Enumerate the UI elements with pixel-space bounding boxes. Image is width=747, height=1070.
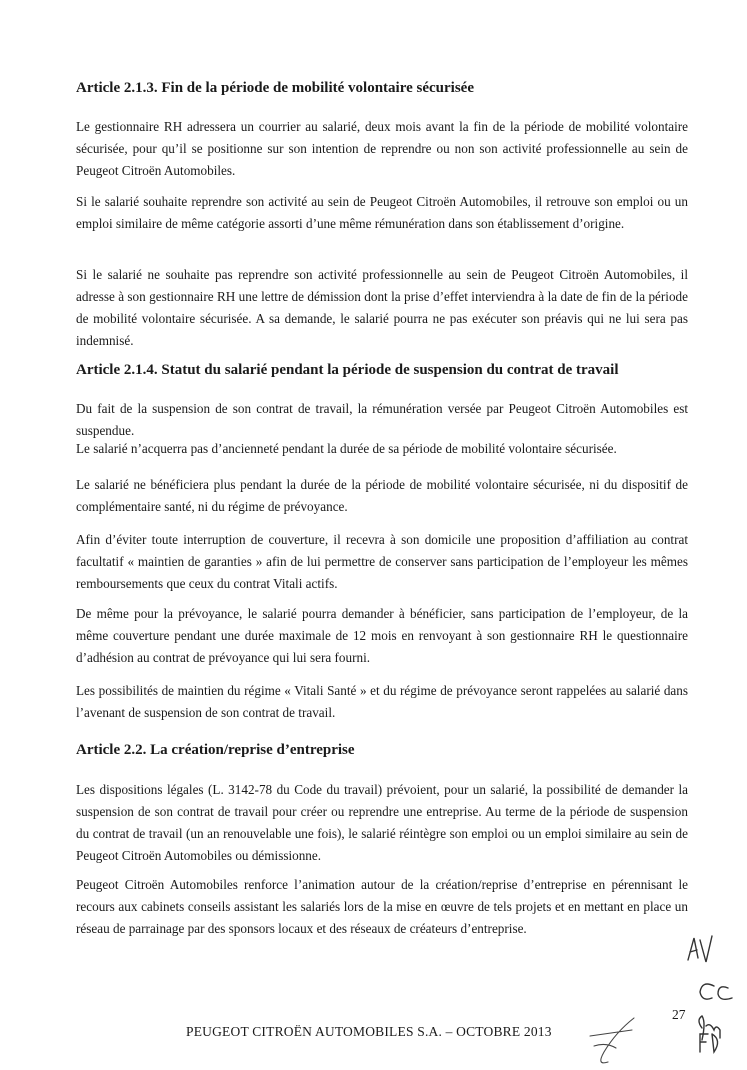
heading-article-2-2: Article 2.2. La création/reprise d’entreprise xyxy=(76,742,355,758)
heading-article-2-1-3: Article 2.1.3. Fin de la période de mobilité volontaire sécurisée xyxy=(76,80,474,96)
page-number: 27 xyxy=(672,1007,686,1022)
paragraph: Si le salarié ne souhaite pas reprendre son activité professionnelle au sein de Peugeot Citroën Automobiles, il adresse à son gestionnaire RH une lettre de démission dont la prise d’effet interviendra à la date de fin de la période de mobilité volontaire sécurisée. A sa demande, le salarié pourra ne pas exécuter son préavis qui ne lui sera pas indemnisé. xyxy=(76,267,688,348)
paragraph: Si le salarié souhaite reprendre son activité au sein de Peugeot Citroën Automobiles, il retrouve son emploi ou un emploi similaire de même catégorie assorti d’une même rémunération dans son établissement d’origine. xyxy=(76,194,688,231)
paragraph: Le salarié n’acquerra pas d’ancienneté pendant la durée de sa période de mobilité volontaire sécurisée. xyxy=(76,441,617,456)
paragraph: Les possibilités de maintien du régime « Vitali Santé » et du régime de prévoyance seront rappelées au salarié dans l’avenant de suspension de son contrat de travail. xyxy=(76,683,688,720)
signature xyxy=(586,1012,650,1070)
page-footer: PEUGEOT CITROËN AUTOMOBILES S.A. – OCTOBRE 2013 xyxy=(186,1024,552,1039)
heading-article-2-1-4: Article 2.1.4. Statut du salarié pendant la période de suspension du contrat de travail xyxy=(76,362,619,378)
paragraph: Le gestionnaire RH adressera un courrier au salarié, deux mois avant la fin de la période de mobilité volontaire sécurisée, pour qu’il se positionne sur son intention de reprendre ou non son activité professionnelle au sein de Peugeot Citroën Automobiles. xyxy=(76,119,688,178)
paragraph: Peugeot Citroën Automobiles renforce l’animation autour de la création/reprise d’entreprise en pérennisant le recours aux cabinets conseils assistant les salariés lors de la mise en œuvre de tels projets et en mettant en place un réseau de parrainage par des sponsors locaux et des réseaux de créateurs d’entreprise. xyxy=(76,877,688,936)
handwritten-initials xyxy=(680,930,740,1060)
paragraph: Du fait de la suspension de son contrat de travail, la rémunération versée par Peugeot Citroën Automobiles est suspendue. xyxy=(76,401,688,438)
paragraph: De même pour la prévoyance, le salarié pourra demander à bénéficier, sans participation de l’employeur, de la même couverture pendant une durée maximale de 12 mois en renvoyant à son gestionnaire RH le questionnaire d’adhésion au contrat de prévoyance qui lui sera fourni. xyxy=(76,606,688,665)
paragraph: Afin d’éviter toute interruption de couverture, il recevra à son domicile une proposition d’affiliation au contrat facultatif « maintien de garanties » afin de lui permettre de conserver sans participation de l’employeur les mêmes remboursements que ceux du contrat Vitali actifs. xyxy=(76,532,688,591)
paragraph: Les dispositions légales (L. 3142-78 du Code du travail) prévoient, pour un salarié, la possibilité de demander la suspension de son contrat de travail pour créer ou reprendre une entreprise. Au terme de la période de suspension du contrat de travail (un an renouvelable une fois), le salarié réintègre son emploi ou un emploi similaire au sein de Peugeot Citroën Automobiles ou démissionne. xyxy=(76,782,688,863)
paragraph: Le salarié ne bénéficiera plus pendant la durée de la période de mobilité volontaire sécurisée, ni du dispositif de complémentaire santé, ni du régime de prévoyance. xyxy=(76,477,688,514)
